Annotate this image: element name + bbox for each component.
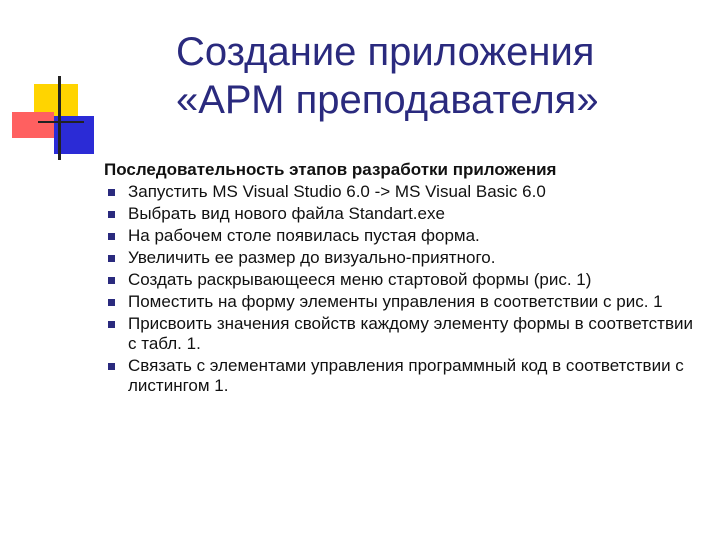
square-bullet-icon (108, 211, 115, 218)
steps-list (104, 182, 704, 396)
step-text: На рабочем столе появилась пустая форма. (128, 226, 480, 245)
step-text: Связать с элементами управления программный код в соответствии с листингом 1. (128, 356, 684, 395)
step-text: Присвоить значения свойств каждому элементу формы в соответствии с табл. 1. (128, 314, 693, 353)
square-bullet-icon (108, 277, 115, 284)
square-bullet-icon (108, 233, 115, 240)
list-item (104, 292, 704, 312)
square-bullet-icon (108, 299, 115, 306)
list-item (104, 204, 704, 224)
list-item (104, 182, 704, 202)
step-text: Выбрать вид нового файла Standart.exe (128, 204, 445, 223)
slide-body (104, 160, 704, 398)
list-item (104, 226, 704, 246)
title-line-1: Создание приложения (176, 30, 595, 74)
section-heading: Последовательность этапов разработки приложения (104, 160, 557, 179)
title-line-2: «АРМ преподавателя» (176, 78, 599, 122)
step-text: Поместить на форму элементы управления в соответствии с рис. 1 (128, 292, 663, 311)
red-block (12, 112, 54, 138)
list-item (104, 248, 704, 268)
step-text: Увеличить ее размер до визуально-приятного. (128, 248, 496, 267)
list-item (104, 356, 704, 396)
step-text: Создать раскрывающееся меню стартовой формы (рис. 1) (128, 270, 592, 289)
square-bullet-icon (108, 189, 115, 196)
vertical-line (58, 76, 61, 160)
slide-title (176, 28, 696, 124)
step-text: Запустить MS Visual Studio 6.0 -> MS Visual Basic 6.0 (128, 182, 546, 201)
square-bullet-icon (108, 321, 115, 328)
horizontal-line (38, 121, 84, 123)
list-item (104, 270, 704, 290)
square-bullet-icon (108, 255, 115, 262)
list-item (104, 314, 704, 354)
square-bullet-icon (108, 363, 115, 370)
